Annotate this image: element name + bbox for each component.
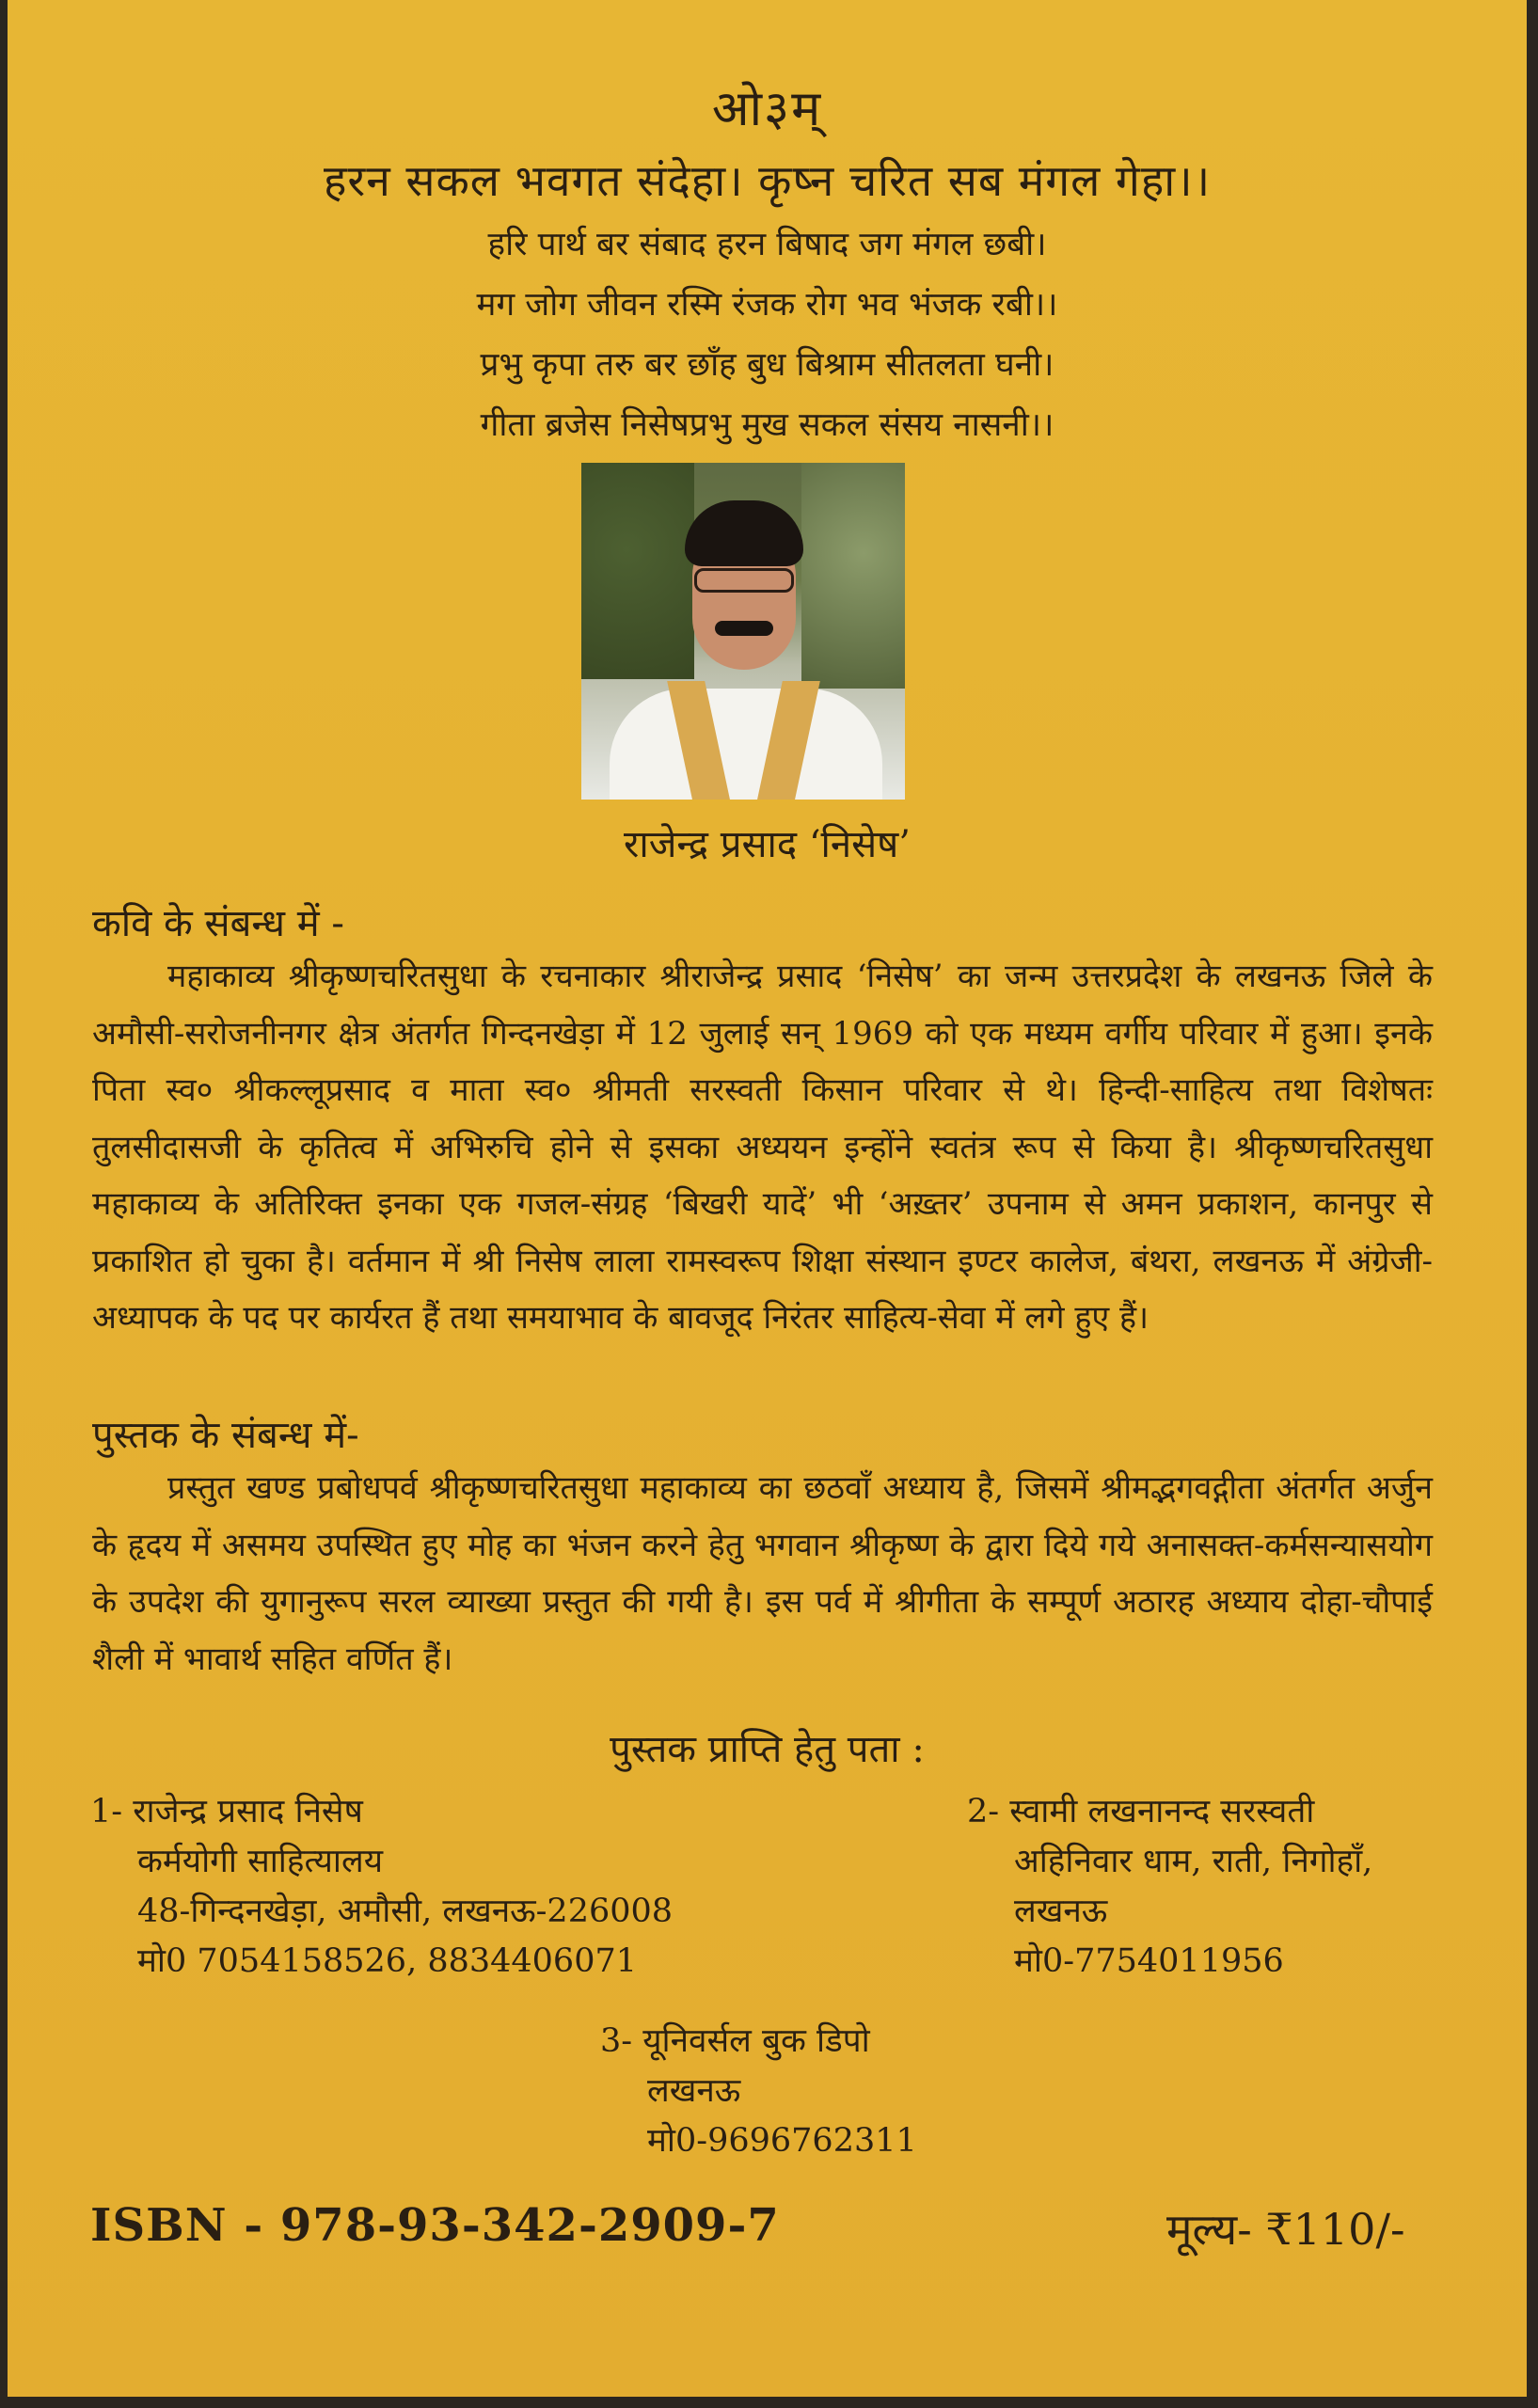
address-two-line: अहिनिवार धाम, राती, निगोहाँ, xyxy=(1014,1843,1373,1880)
price-label: मूल्य- ₹110/- xyxy=(1166,2204,1405,2255)
verse-block xyxy=(8,214,1527,455)
book-back-cover xyxy=(8,0,1527,2397)
address-two-name: 2- स्वामी लखनानन्द सरस्वती xyxy=(967,1793,1315,1830)
address-title: पुस्तक प्राप्ति हेतु पता : xyxy=(610,1728,925,1771)
address-three-line: लखनऊ xyxy=(647,2072,741,2110)
om-heading: ओ३म् xyxy=(711,81,823,137)
address-three-name: 3- यूनिवर्सल बुक डिपो xyxy=(600,2022,870,2060)
address-three-phone: मो0-9696762311 xyxy=(647,2122,917,2160)
address-three xyxy=(600,2017,917,2166)
address-one-name: 1- राजेन्द्र प्रसाद निसेष xyxy=(90,1793,363,1830)
book-section-heading: पुस्तक के संबन्ध में- xyxy=(92,1414,359,1457)
verse-line: प्रभु कृपा तरु बर छाँह बुध बिश्राम सीतलता घनी। xyxy=(480,346,1054,384)
poet-section-heading: कवि के संबन्ध में - xyxy=(92,902,344,945)
isbn-number: ISBN - 978-93-342-2909-7 xyxy=(90,2199,780,2252)
author-name-caption: राजेन्द्र प्रसाद ‘निसेष’ xyxy=(624,823,911,866)
verse-line: मग जोग जीवन रस्मि रंजक रोग भव भंजक रबी।। xyxy=(476,286,1058,324)
address-two xyxy=(967,1787,1372,1987)
book-section-text: प्रस्तुत खण्ड प्रबोधपर्व श्रीकृष्णचरितसुधा महाकाव्य का छठवाँ अध्याय है, जिसमें श्रीमद्भगवद्गीता अंतर्गत अर्जुन के हृदय में असमय उपस्थित हुए मोह का भंजन करने हेतु भगवान श्रीकृष्ण के द्वारा दिये गये अनासक्त-कर्मसन्यासयोग के उपदेश की युगानुरूप सरल व्याख्या प्रस्तुत की गयी है। इस पर्व में श्रीगीता के सम्पूर्ण अठारह अध्याय दोहा-चौपाई शैली में भावार्थ सहित वर्णित हैं। xyxy=(92,1469,1433,1678)
verse-line: हरि पार्थ बर संबाद हरन बिषाद जग मंगल छबी। xyxy=(487,226,1047,263)
address-one-phone: मो0 7054158526, 8834406071 xyxy=(137,1942,638,1980)
address-two-phone: मो0-7754011956 xyxy=(1014,1942,1284,1980)
main-couplet: हरन सकल भवगत संदेहा। कृष्न चरित सब मंगल गेहा।। xyxy=(323,155,1212,206)
address-one-line: 48-गिन्दनखेड़ा, अमौसी, लखनऊ-226008 xyxy=(137,1893,674,1930)
poet-section-text: महाकाव्य श्रीकृष्णचरितसुधा के रचनाकार श्रीराजेन्द्र प्रसाद ‘निसेष’ का जन्म उत्तरप्रदेश के लखनऊ जिले के अमौसी-सरोजनीनगर क्षेत्र अंतर्गत गिन्दनखेड़ा में 12 जुलाई सन् 1969 को एक मध्यम वर्गीय परिवार में हुआ। इनके पिता स्व० श्रीकल्लूप्रसाद व माता स्व० श्रीमती सरस्वती किसान परिवार से थे। हिन्दी-साहित्य तथा विशेषतः तुलसीदासजी के कृतित्व में अभिरुचि होने से इसका अध्ययन इन्होंने स्वतंत्र रूप से किया है। श्रीकृष्णचरितसुधा महाकाव्य के अतिरिक्त इनका एक गजल-संग्रह ‘बिखरी यादें’ भी ‘अख़्तर’ उपनाम से अमन प्रकाशन, कानपुर से प्रकाशित हो चुका है। वर्तमान में श्री निसेष लाला रामस्वरूप शिक्षा संस्थान इण्टर कालेज, बंथरा, लखनऊ में अंग्रेजी-अध्यापक के पद पर कार्यरत हैं तथा समयाभाव के बावजूद निरंतर साहित्य-सेवा में लगे हुए हैं। xyxy=(92,958,1433,1337)
address-one xyxy=(90,1787,673,1987)
address-two-line: लखनऊ xyxy=(1014,1893,1108,1930)
author-photo xyxy=(581,463,905,800)
verse-line: गीता ब्रजेस निसेषप्रभु मुख सकल संसय नासनी।। xyxy=(480,406,1054,444)
address-one-line: कर्मयोगी साहित्यालय xyxy=(137,1843,383,1880)
